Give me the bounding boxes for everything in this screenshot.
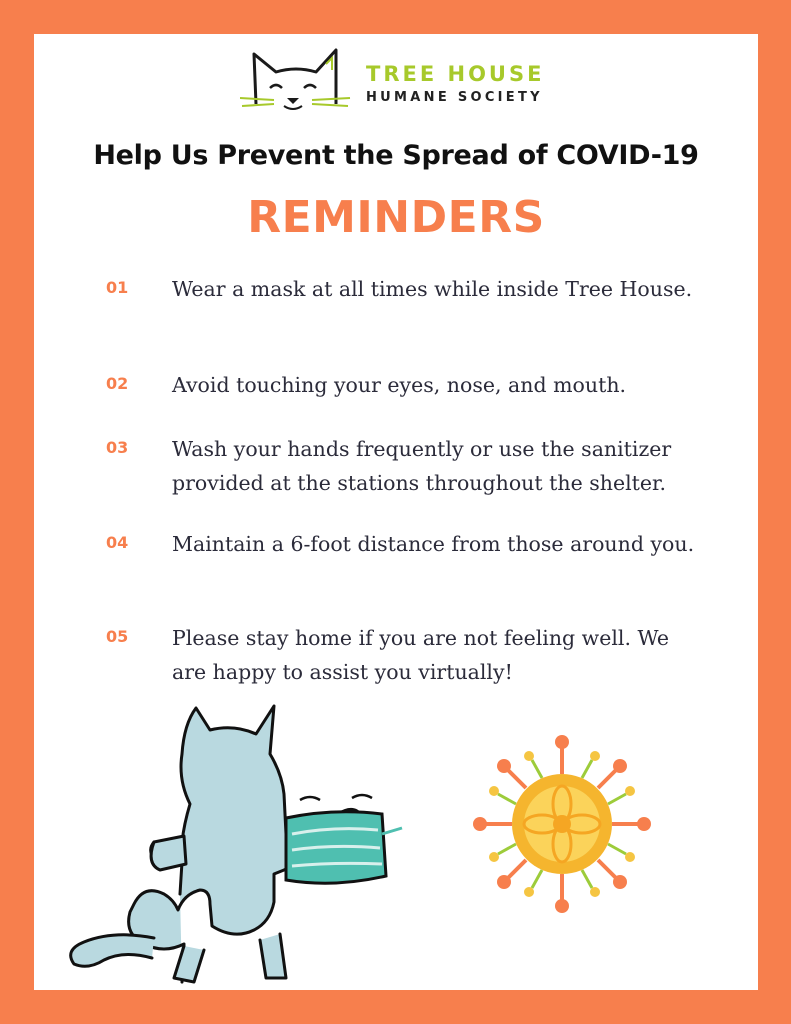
item-text: Please stay home if you are not feeling well. We are happy to assist you virtually! bbox=[172, 626, 670, 684]
item-text: Maintain a 6-foot distance from those around you. bbox=[172, 532, 695, 556]
item-text: Wash your hands frequently or use the sanitizer provided at the stations throughout the shelter. bbox=[172, 437, 672, 495]
item-number: 04 bbox=[106, 533, 129, 552]
section-title: REMINDERS bbox=[247, 192, 545, 243]
item-text: Avoid touching your eyes, nose, and mouth. bbox=[172, 373, 627, 397]
illustration bbox=[34, 694, 758, 990]
cat-face-icon bbox=[240, 46, 352, 118]
page-title: Help Us Prevent the Spread of COVID-19 bbox=[93, 140, 699, 171]
item-number: 03 bbox=[106, 438, 129, 457]
virus-icon bbox=[473, 735, 651, 913]
item-number: 02 bbox=[106, 374, 129, 393]
brand-subname: HUMANE SOCIETY bbox=[366, 90, 543, 105]
brand-name: TREE HOUSE bbox=[366, 62, 545, 86]
surgical-mask bbox=[286, 795, 402, 883]
flyer-page bbox=[34, 34, 758, 990]
item-text: Wear a mask at all times while inside Tree House. bbox=[172, 277, 693, 301]
item-number: 05 bbox=[106, 627, 129, 646]
brand-logo bbox=[240, 46, 560, 118]
item-number: 01 bbox=[106, 278, 129, 297]
